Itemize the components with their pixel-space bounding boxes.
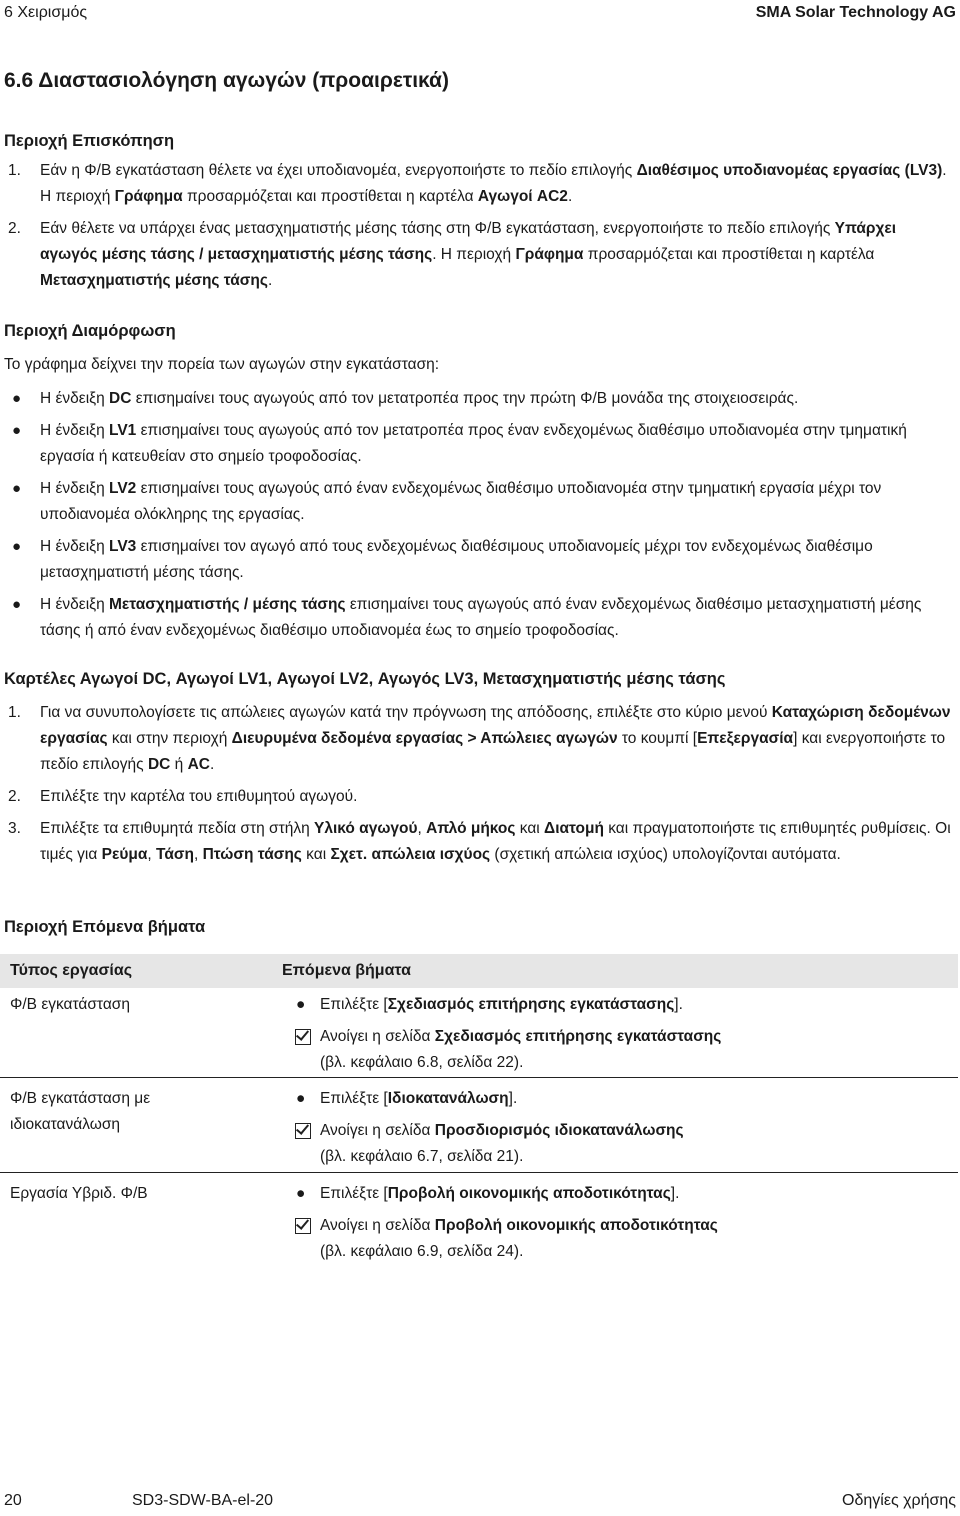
- overview-heading: Περιοχή Επισκόπηση: [4, 132, 175, 150]
- row-type: Εργασία Υβριδ. Φ/Β: [10, 1185, 148, 1202]
- bullet-icon: ●: [12, 422, 22, 439]
- next-step-link[interactable]: Σχεδιασμός επιτήρησης εγκατάστασης: [387, 996, 675, 1013]
- header-company: SMA Solar Technology AG: [755, 4, 956, 21]
- option-label: Διαθέσιμος υποδιανομέας εργασίας (LV3): [636, 162, 943, 179]
- bullet-icon: ●: [12, 480, 22, 497]
- bullet-icon: ●: [12, 538, 22, 555]
- next-heading: Περιοχή Επόμενα βήματα: [4, 918, 206, 936]
- config-bullet-lv1: ● Η ένδειξη LV1 επισημαίνει τους αγωγούς από τον μετατροπέα προς έναν ενδεχομένως διαθέσιμο υποδιανομέα στην τμηματική εργασία ή κατευθείαν στο σημείο τροφοδοσίας.: [8, 418, 954, 470]
- checkmark-icon: [295, 1029, 311, 1045]
- step-number: 3.: [8, 820, 21, 837]
- page-number: 20: [4, 1492, 22, 1509]
- tabs-heading: Καρτέλες Αγωγοί DC, Αγωγοί LV1, Αγωγοί LV2, Αγωγός LV3, Μετασχηματιστής μέσης τάσης: [4, 670, 726, 688]
- checkmark-icon: [295, 1123, 311, 1139]
- header-chapter: 6 Χειρισμός: [4, 4, 88, 21]
- column-header-type: Τύπος εργασίας: [10, 962, 133, 979]
- divider: [0, 1172, 958, 1173]
- overview-step-2: 2. Εάν θέλετε να υπάρχει ένας μετασχηματιστής μέσης τάσης στη Φ/Β εγκατάσταση, ενεργοποιήστε το πεδίο επιλογής Υπάρχει αγωγός μέσης τάσης / μετασχηματιστής μέσης τάσης. Η περιοχή Γράφημα προσαρμόζεται και προστίθεται η καρτέλα Μετασχηματιστής μέσης τάσης.: [8, 216, 954, 294]
- table-row: ● Επιλέξτε [Ιδιοκατανάλωση]. Ανοίγει η σελίδα Προσδιορισμός ιδιοκατανάλωσης (βλ. κεφάλαιο 6.7, σελίδα 21).: [292, 1086, 954, 1170]
- overview-step-1: 1. Εάν η Φ/Β εγκατάσταση θέλετε να έχει υποδιανομέα, ενεργοποιήστε το πεδίο επιλογής Διαθέσιμος υποδιανομέας εργασίας (LV3). Η περιοχή Γράφημα προσαρμόζεται και προστίθεται η καρτέλα Αγωγοί AC2.: [8, 158, 954, 210]
- tabs-step-3: 3. Επιλέξτε τα επιθυμητά πεδία στη στήλη Υλικό αγωγού, Απλό μήκος και Διατομή και πραγματοποιήστε τις επιθυμητές ρυθμίσεις. Οι τιμές για Ρεύμα, Τάση, Πτώση τάσης και Σχετ. απώλεια ισχύος (σχετική απώλεια ισχύος) υπολογίζονται αυτόματα.: [8, 816, 954, 868]
- config-intro: Το γράφημα δείχνει την πορεία των αγωγών στην εγκατάσταση:: [4, 356, 440, 373]
- config-bullet-lv2: ● Η ένδειξη LV2 επισημαίνει τους αγωγούς από έναν ενδεχομένως διαθέσιμο υποδιανομέα στην τμηματική εργασία μέχρι τον υποδιανομέα ολόκληρης της εργασίας.: [8, 476, 954, 528]
- step-number: 1.: [8, 704, 21, 721]
- step-number: 2.: [8, 220, 21, 237]
- config-bullet-lv3: ● Η ένδειξη LV3 επισημαίνει τον αγωγό από τους ενδεχομένως διαθέσιμους υποδιανομείς μέχρι τον ενδεχομένως διαθέσιμο μετασχηματιστή μέσης τάσης.: [8, 534, 954, 586]
- tabs-step-1: 1. Για να συνυπολογίσετε τις απώλειες αγωγών κατά την πρόγνωση της απόδοσης, επιλέξτε στο κύριο μενού Καταχώριση δεδομένων εργασίας και στην περιοχή Διευρυμένα δεδομένα εργασίας > Απώλειες αγωγών το κουμπί [Επεξεργασία] και ενεργοποιήστε το πεδίο επιλογής DC ή AC.: [8, 700, 954, 778]
- table-header: [0, 954, 958, 988]
- section-title: 6.6 Διαστασιολόγηση αγωγών (προαιρετικά): [4, 69, 449, 92]
- bullet-icon: ●: [12, 596, 22, 613]
- bullet-icon: ●: [296, 996, 306, 1013]
- tabs-step-2: 2. Επιλέξτε την καρτέλα του επιθυμητού αγωγού.: [8, 784, 954, 810]
- step-number: 1.: [8, 162, 21, 179]
- row-type: Φ/Β εγκατάσταση με ιδιοκατανάλωση: [10, 1090, 151, 1133]
- table-row: ● Επιλέξτε [Προβολή οικονομικής αποδοτικότητας]. Ανοίγει η σελίδα Προβολή οικονομικής αποδοτικότητας (βλ. κεφάλαιο 6.9, σελίδα 24).: [292, 1181, 954, 1265]
- checkmark-icon: [295, 1218, 311, 1234]
- option-label: Υπάρχει αγωγός μέσης τάσης / μετασχηματιστής μέσης τάσης: [40, 220, 897, 263]
- row-type: Φ/Β εγκατάσταση: [10, 996, 130, 1013]
- column-header-steps: Επόμενα βήματα: [282, 962, 411, 979]
- bullet-icon: ●: [12, 390, 22, 407]
- page-footer: [4, 1488, 956, 1514]
- bullet-icon: ●: [296, 1090, 306, 1107]
- next-step-link[interactable]: Προβολή οικονομικής αποδοτικότητας: [387, 1185, 671, 1202]
- divider: [0, 1077, 958, 1078]
- config-heading: Περιοχή Διαμόρφωση: [4, 322, 176, 340]
- config-bullet-mv: ● Η ένδειξη Μετασχηματιστής / μέσης τάσης επισημαίνει τους αγωγούς από έναν ενδεχομένως διαθέσιμο μετασχηματιστή μέσης τάσης ή από έναν ενδεχομένως διαθέσιμο υποδιανομέα έως το σημείο τροφοδοσίας.: [8, 592, 954, 644]
- config-bullet-dc: ● Η ένδειξη DC επισημαίνει τους αγωγούς από τον μετατροπέα προς την πρώτη Φ/Β μονάδα της στοιχειοσειράς.: [8, 386, 954, 412]
- next-step-link[interactable]: Ιδιοκατανάλωση: [387, 1090, 509, 1107]
- document-code: SD3-SDW-BA-el-20: [132, 1492, 274, 1509]
- document-type: Οδηγίες χρήσης: [842, 1492, 956, 1509]
- step-number: 2.: [8, 788, 21, 805]
- bullet-icon: ●: [296, 1185, 306, 1202]
- edit-button-label: Επεξεργασία: [697, 730, 794, 747]
- table-row: ● Επιλέξτε [Σχεδιασμός επιτήρησης εγκατάστασης]. Ανοίγει η σελίδα Σχεδιασμός επιτήρησης εγκατάστασης (βλ. κεφάλαιο 6.8, σελίδα 22).: [292, 992, 954, 1076]
